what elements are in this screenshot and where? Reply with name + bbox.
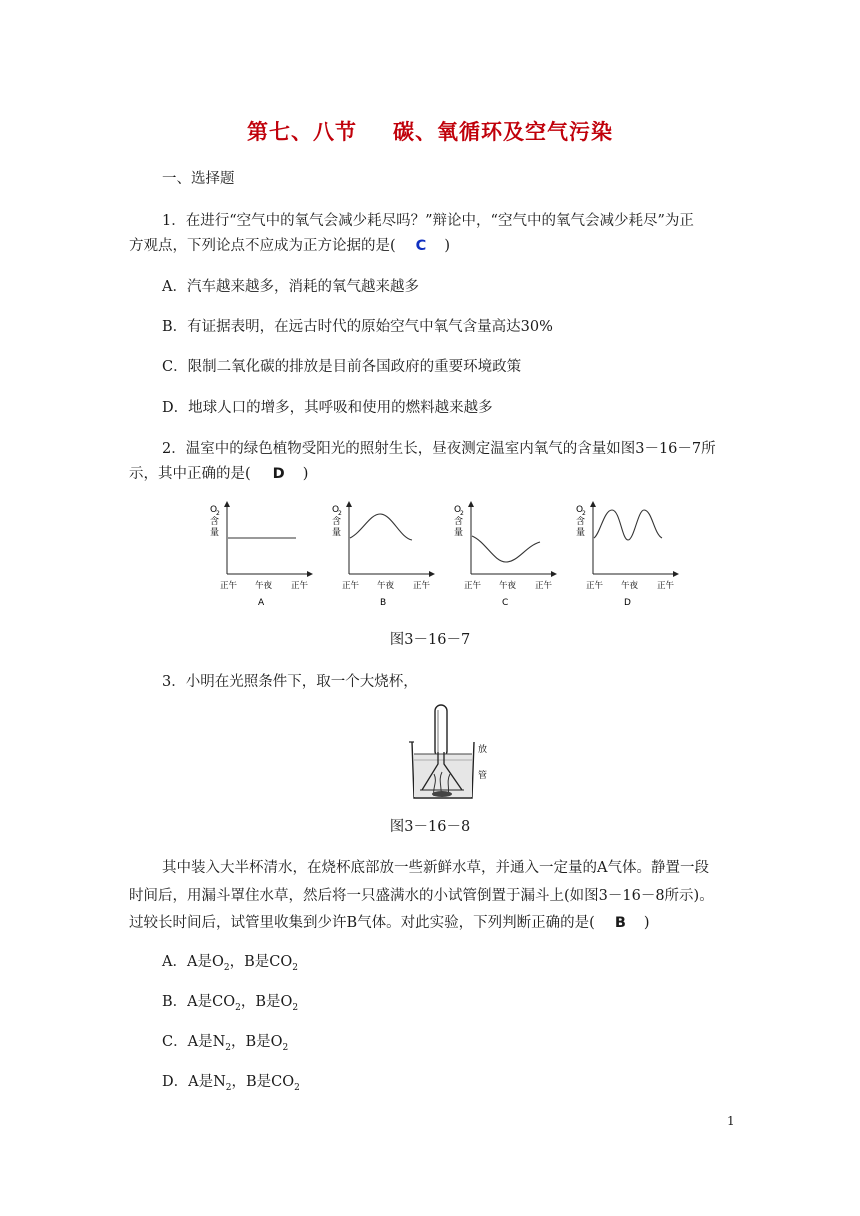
page-title: [0, 116, 860, 146]
q1-line1: 1．在进行“空气中的氧气会减少耗尽吗？”辩论中，“空气中的氧气会减少耗尽”为正: [162, 213, 694, 229]
graph-b-x3: 正午: [413, 581, 431, 591]
graph-c-name: C: [502, 598, 509, 608]
graph-d-ylabel-sub: 2: [582, 510, 586, 517]
graph-c-curve: [472, 536, 540, 562]
graph-d-x2: 午夜: [621, 581, 639, 591]
graph-b-ylabel-1: 含: [332, 517, 342, 527]
q3-option-b: B．A是$CO_2$，B是$O_2$: [162, 994, 299, 1013]
graph-d-x1: 正午: [586, 581, 604, 591]
graph-c: [454, 502, 556, 608]
q3-option-c: C．A是$N_2$，B是$O_2$: [162, 1034, 289, 1053]
q1-paren: ): [444, 238, 450, 254]
graph-c-ylabel-1: 含: [454, 517, 464, 527]
q3-paren: ): [643, 915, 650, 931]
graph-c-ylabel-o: O: [454, 505, 462, 515]
graph-b-x1: 正午: [342, 581, 360, 591]
q2-line2: [129, 462, 308, 483]
q1-option-c: C．限制二氧化碳的排放是目前各国政府的重要环境政策: [162, 359, 522, 375]
graph-d-curve: [594, 510, 662, 540]
q1-line2: [129, 234, 450, 255]
graph-c-ylabel-sub: 2: [460, 510, 464, 517]
graph-b-ylabel-2: 量: [332, 528, 342, 538]
graph-d-ylabel-1: 含: [576, 517, 586, 527]
graph-c-x3: 正午: [535, 581, 553, 591]
graph-c-x2: 午夜: [499, 581, 517, 591]
q2-stem-end: 示，其中正确的是(: [129, 466, 251, 482]
q1-option-b: B．有证据表明，在远古时代的原始空气中氧气含量高达30%: [162, 319, 553, 335]
graph-b: [332, 502, 434, 608]
graph-a-ylabel-2: 量: [210, 528, 220, 538]
figure-3-16-8: [404, 702, 494, 802]
graph-b-ylabel-sub: 2: [338, 510, 342, 517]
graph-a-x3: 正午: [291, 581, 309, 591]
graph-d-x3: 正午: [657, 581, 675, 591]
graph-c-ylabel-2: 量: [454, 528, 464, 538]
q3-para1: 其中装入大半杯清水，在烧杯底部放一些新鲜水草，并通入一定量的A气体。静置一段: [162, 860, 709, 876]
graph-d-ylabel-2: 量: [576, 528, 586, 538]
figure-label-fang: 放: [478, 745, 488, 755]
graph-d-ylabel-o: O: [576, 505, 584, 515]
figure-3-16-8-caption: 图3－16－8: [389, 819, 471, 835]
q3-para2: 时间后，用漏斗罩住水草，然后将一只盛满水的小试管倒置于漏斗上(如图3－16－8所示)。: [129, 888, 714, 904]
q3-option-a: A．A是$O_2$，B是$CO_2$: [162, 954, 298, 973]
graph-a-x2: 午夜: [255, 581, 273, 591]
graph-b-curve: [350, 514, 412, 540]
graph-a-ylabel-sub: 2: [216, 510, 220, 517]
water: [414, 754, 472, 797]
q2-paren: ): [302, 466, 309, 482]
graph-a-x1: 正午: [220, 581, 238, 591]
title-part1: 第七、八节: [247, 119, 357, 144]
q1-stem-end: 方观点，下列论点不应成为正方论据的是(: [129, 238, 396, 254]
q3-line1: 3．小明在光照条件下，取一个大烧杯，: [162, 674, 418, 690]
graph-d-name: D: [624, 598, 631, 608]
q3-stem-end: 过较长时间后，试管里收集到少许B气体。对此实验，下列判断正确的是(: [129, 915, 595, 931]
page-number: 1: [727, 1114, 735, 1128]
figure-3-16-7: [200, 498, 690, 616]
graph-a-name: A: [258, 598, 265, 608]
figure-label-guan: 管: [478, 771, 488, 781]
graph-d: [576, 502, 678, 608]
q2-answer: D: [272, 466, 285, 482]
graph-b-name: B: [380, 598, 387, 608]
graph-b-x2: 午夜: [377, 581, 395, 591]
test-tube: [435, 705, 447, 757]
figure-3-16-7-caption: 图3－16－7: [389, 632, 471, 648]
q1-option-d: D．地球人口的增多，其呼吸和使用的燃料越来越多: [162, 400, 493, 416]
graph-c-x1: 正午: [464, 581, 482, 591]
q3-answer: B: [614, 915, 626, 931]
graph-a-ylabel-o: O: [210, 505, 218, 515]
q1-answer: C: [415, 238, 427, 254]
q3-option-d: D．A是$N_2$，B是$CO_2$: [162, 1074, 300, 1093]
q3-para3: [129, 911, 650, 932]
q1-option-a: A．汽车越来越多，消耗的氧气越来越多: [162, 279, 419, 295]
section-heading: 一、选择题: [162, 171, 235, 187]
graph-a: [210, 502, 312, 608]
title-part2: 碳、氧循环及空气污染: [393, 119, 613, 144]
graph-a-ylabel-1: 含: [210, 517, 220, 527]
graph-b-ylabel-o: O: [332, 505, 340, 515]
q2-line1: 2．温室中的绿色植物受阳光的照射生长，昼夜测定温室内氧气的含量如图3－16－7所: [162, 441, 716, 457]
